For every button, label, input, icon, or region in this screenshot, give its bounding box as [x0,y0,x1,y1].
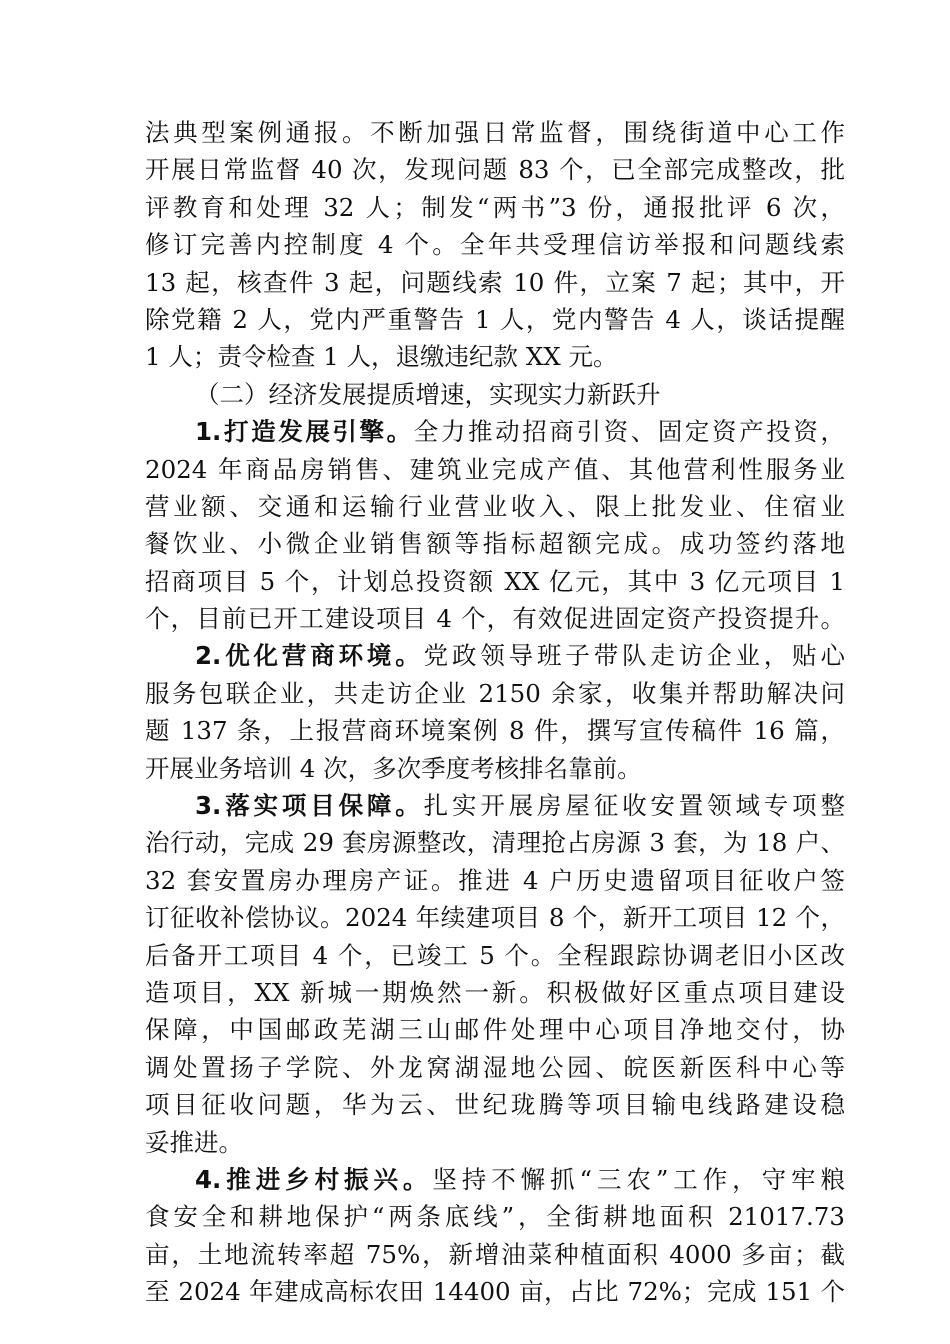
text-line: 服务包联企业，共走访企业 2150 余家，收集并帮助解决问 [145,678,845,708]
paragraph-text: 全力推动招商引资、固定资产投资， [413,417,846,447]
text-line: 个，目前已开工建设项目 4 个，有效促进固定资产投资提升。 [145,604,845,634]
paragraph-text: 坚持不懈抓“三农”工作，守牢粮 [432,1164,845,1194]
text-line: 招商项目 5 个，计划总投资额 XX 亿元，其中 3 亿元项目 1 [145,566,845,596]
document-body [145,114,845,1311]
text-line: 修订完善内控制度 4 个。全年共受理信访举报和问题线索 [145,230,845,260]
text-line: 造项目，XX 新城一期焕然一新。积极做好区重点项目建设 [145,977,845,1007]
text-line: 订征收补偿协议。2024 年续建项目 8 个，新开工项目 12 个， [145,903,845,933]
section-heading: （二）经济发展提质增速，实现实力新跃升 [195,379,661,409]
text-line: 妥推进。 [145,1127,243,1157]
text-line: 治行动，完成 29 套房源整改，清理抢占房源 3 套，为 18 户、 [145,828,845,858]
text-line: 评教育和处理 32 人；制发“两书”3 份，通报批评 6 次， [145,192,845,222]
text-line: 保障，中国邮政芜湖三山邮件处理中心项目净地交付，协 [145,1015,845,1045]
text-line: 至 2024 年建成高标农田 14400 亩，占比 72%；完成 151 个 [145,1277,845,1307]
text-line: 1 人；责令检查 1 人，退缴违纪款 XX 元。 [145,342,618,372]
paragraph-heading: 1.打造发展引擎。 [195,417,414,447]
text-line: 题 137 条，上报营商环境案例 8 件，撰写宣传稿件 16 篇， [145,716,845,746]
text-line: 32 套安置房办理房产证。推进 4 户历史遗留项目征收户签 [145,865,845,895]
text-line: 项目征收问题，华为云、世纪珑腾等项目输电线路建设稳 [145,1090,845,1120]
text-line: 亩，土地流转率超 75%，新增油菜种植面积 4000 多亩；截 [145,1239,845,1269]
text-line: 法典型案例通报。不断加强日常监督，围绕街道中心工作 [145,118,845,147]
text-line: 营业额、交通和运输行业营业收入、限上批发业、住宿业 [145,491,845,521]
paragraph-first-line [145,637,845,674]
text-line: 2024 年商品房销售、建筑业完成产值、其他营利性服务业 [145,454,845,484]
text-line: 除党籍 2 人，党内严重警告 1 人，党内警告 4 人，谈话提醒 [145,304,845,334]
paragraph-heading: 3.落实项目保障。 [195,791,424,821]
paragraph-heading: 4.推进乡村振兴。 [195,1164,433,1194]
text-line: 餐饮业、小微企业销售额等指标超额完成。成功签约落地 [145,529,845,559]
text-line: 后备开工项目 4 个，已竣工 5 个。全程跟踪协调老旧小区改 [145,940,845,970]
text-line: 开展日常监督 40 次，发现问题 83 个，已全部完成整改，批 [145,155,845,185]
text-line: 食安全和耕地保护“两条底线”，全街耕地面积 21017.73 [145,1202,845,1232]
paragraph-first-line [145,1161,845,1198]
paragraph-text: 扎实开展房屋征收安置领域专项整 [423,791,846,821]
text-line: 开展业务培训 4 次，多次季度考核排名靠前。 [145,753,642,783]
paragraph-heading: 2.优化营商环境。 [195,641,424,671]
paragraph-first-line [145,787,845,824]
text-line: 调处置扬子学院、外龙窝湖湿地公园、皖医新医科中心等 [145,1052,845,1082]
paragraph-text: 党政领导班子带队走访企业，贴心 [423,641,846,671]
paragraph-first-line [145,413,845,450]
text-line: 13 起，核查件 3 起，问题线索 10 件，立案 7 起；其中，开 [145,267,845,297]
